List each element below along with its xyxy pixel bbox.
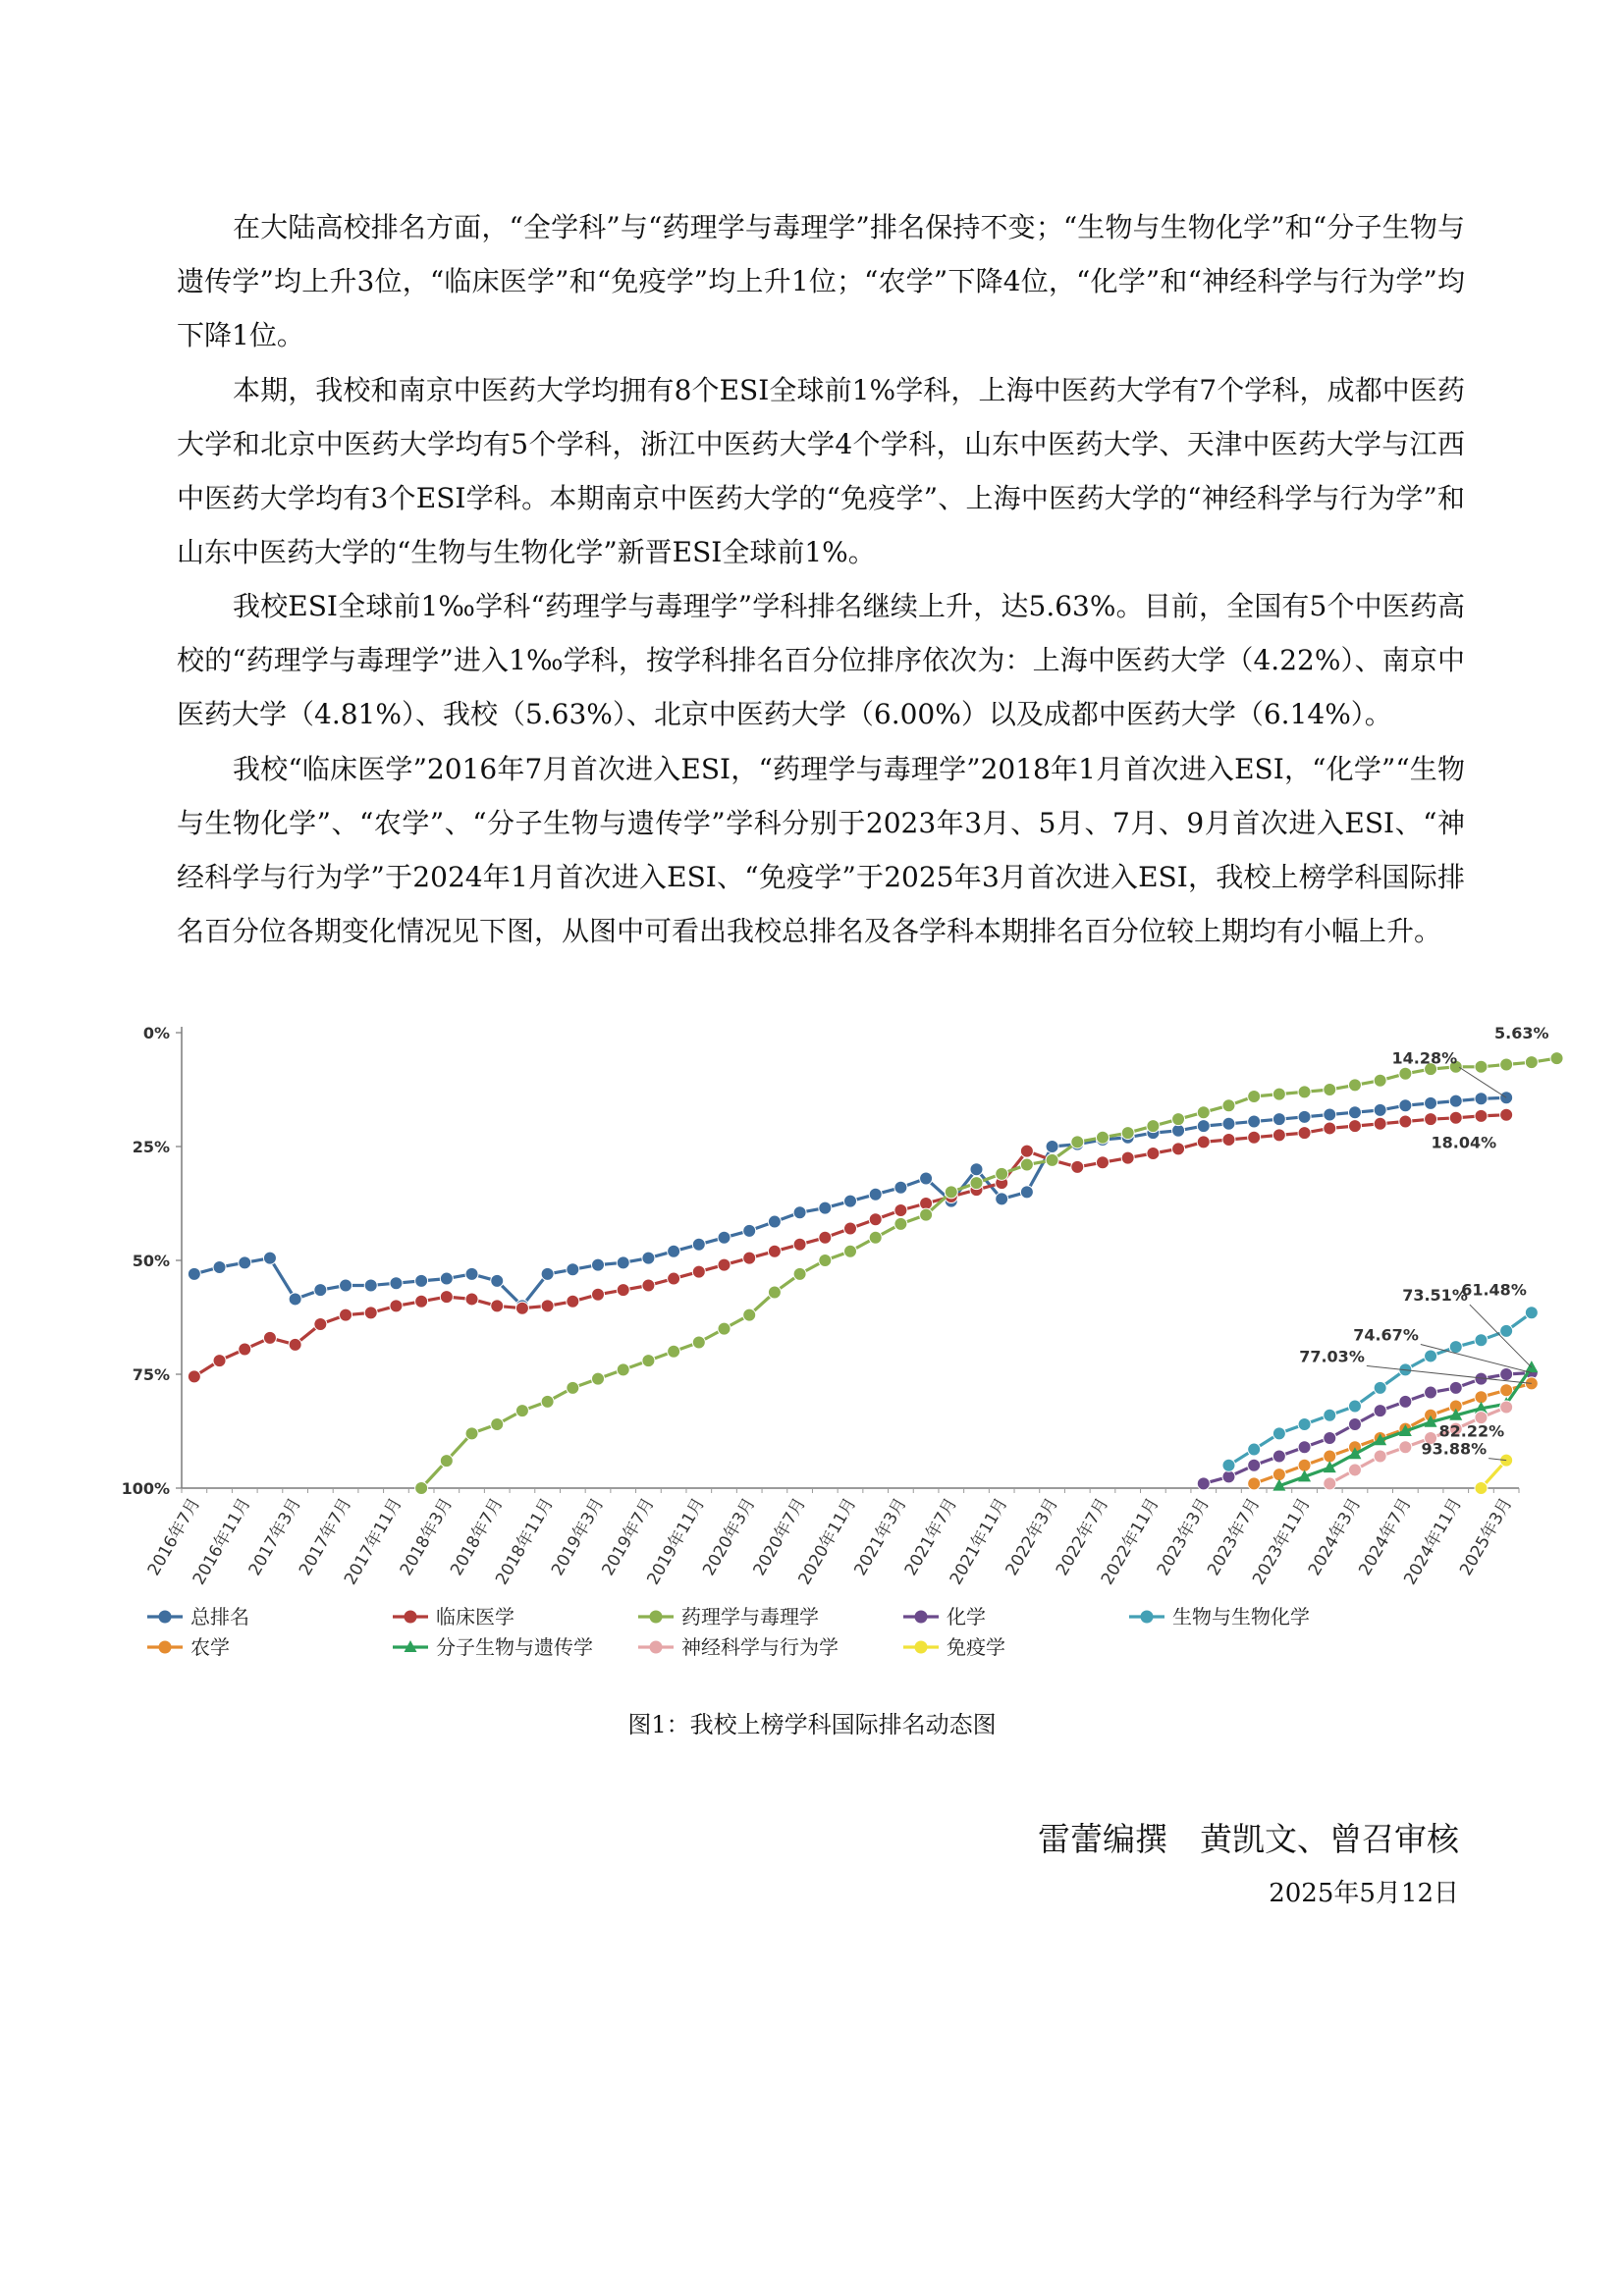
legend-label: 分子生物与遗传学	[436, 1635, 593, 1659]
legend-marker	[650, 1641, 663, 1654]
data-point	[213, 1260, 226, 1273]
data-point	[996, 1167, 1008, 1180]
x-tick-label: 2020年7月	[749, 1494, 810, 1579]
data-point	[592, 1372, 605, 1385]
data-label: 61.48%	[1461, 1280, 1527, 1300]
x-tick-label: 2020年11月	[794, 1494, 861, 1589]
data-point	[491, 1300, 504, 1312]
data-point	[869, 1188, 882, 1201]
ranking-chart	[118, 1006, 1549, 1693]
data-point	[491, 1418, 504, 1431]
data-point	[768, 1286, 781, 1299]
paragraph-esi-count: 本期，我校和南京中医药大学均拥有8个ESI全球前1%学科，上海中医药大学有7个学科，成都中医药大学和北京中医药大学均有5个学科，浙江中医药大学4个学科，山东中医药大学、天津中医药大学与江西中医药大学均有3个ESI学科。本期南京中医药大学的“免疫学”、上海中医药大学的“神经科学与行为学”和山东中医药大学的“生物与生物化学”新晋ESI全球前1%。	[177, 374, 1465, 568]
data-point	[415, 1295, 428, 1308]
data-point	[567, 1381, 579, 1394]
x-tick-label: 2019年3月	[547, 1494, 609, 1579]
data-point	[692, 1336, 705, 1349]
legend-marker	[159, 1611, 172, 1624]
data-point	[1222, 1459, 1235, 1471]
data-point	[239, 1256, 251, 1269]
data-point	[1272, 1450, 1285, 1463]
data-point	[1374, 1117, 1386, 1130]
legend-marker	[405, 1611, 417, 1624]
data-point	[819, 1255, 832, 1267]
x-tick-label: 2025年3月	[1456, 1494, 1517, 1579]
x-tick-label: 2018年11月	[492, 1494, 558, 1589]
data-point	[1172, 1113, 1185, 1126]
paragraph-ranking: 在大陆高校排名方面，“全学科”与“药理学与毒理学”排名保持不变；“生物与生物化学”和“分子生物与遗传学”均上升3位，“临床医学”和“免疫学”均上升1位；“农学”下降4位，“化学”和“神经科学与行为学”均下降1位。	[177, 211, 1465, 351]
data-point	[1197, 1136, 1210, 1148]
data-point	[819, 1201, 832, 1214]
data-point	[1324, 1122, 1336, 1135]
legend-marker	[159, 1641, 172, 1654]
data-point	[1475, 1109, 1488, 1122]
x-tick-label: 2016年7月	[143, 1494, 205, 1579]
data-point	[1449, 1111, 1462, 1124]
data-point	[567, 1263, 579, 1276]
data-point	[1248, 1115, 1261, 1128]
data-point	[718, 1258, 731, 1271]
data-point	[970, 1177, 983, 1190]
data-point	[1248, 1477, 1261, 1490]
data-point	[1197, 1106, 1210, 1119]
data-point	[1272, 1427, 1285, 1440]
data-point	[869, 1213, 882, 1226]
x-tick-label: 2016年11月	[189, 1494, 255, 1589]
data-point	[1324, 1084, 1336, 1096]
data-point	[1475, 1060, 1488, 1073]
data-point	[390, 1300, 403, 1312]
x-tick-label: 2017年11月	[340, 1494, 406, 1589]
data-point	[668, 1245, 680, 1257]
data-point	[1197, 1477, 1210, 1490]
data-point	[1071, 1136, 1084, 1148]
legend-label: 农学	[190, 1635, 230, 1659]
data-point	[642, 1279, 655, 1292]
data-point	[718, 1231, 731, 1244]
data-point	[592, 1258, 605, 1271]
x-tick-label: 2020年3月	[699, 1494, 760, 1579]
data-point	[1348, 1418, 1361, 1431]
data-point	[1348, 1464, 1361, 1476]
data-point	[1298, 1459, 1311, 1471]
x-tick-label: 2022年11月	[1097, 1494, 1164, 1589]
data-point	[894, 1203, 907, 1216]
data-point	[1550, 1052, 1563, 1065]
data-point	[793, 1267, 806, 1280]
data-point	[1096, 1156, 1109, 1169]
data-point	[692, 1265, 705, 1278]
data-point	[440, 1455, 453, 1468]
data-point	[1222, 1134, 1235, 1147]
data-point	[743, 1252, 756, 1264]
data-point	[1298, 1110, 1311, 1123]
data-point	[491, 1274, 504, 1287]
data-point	[1096, 1131, 1109, 1144]
data-point	[768, 1245, 781, 1257]
data-point	[642, 1252, 655, 1264]
data-label: 74.67%	[1353, 1325, 1419, 1345]
data-point	[1121, 1151, 1134, 1164]
date: 2025年5月12日	[1269, 1879, 1459, 1908]
x-tick-label: 2017年3月	[244, 1494, 305, 1579]
data-point	[692, 1238, 705, 1251]
x-tick-label: 2022年3月	[1001, 1494, 1062, 1579]
data-point	[1348, 1106, 1361, 1119]
data-point	[793, 1206, 806, 1219]
data-point	[1298, 1127, 1311, 1140]
data-point	[1475, 1334, 1488, 1347]
data-point	[1298, 1441, 1311, 1454]
data-point	[1500, 1454, 1513, 1467]
data-point	[567, 1295, 579, 1308]
data-point	[920, 1172, 933, 1185]
data-point	[844, 1195, 857, 1207]
data-label: 93.88%	[1421, 1439, 1488, 1459]
x-tick-label: 2017年7月	[296, 1494, 356, 1579]
data-point	[1475, 1482, 1488, 1495]
data-point	[263, 1252, 276, 1264]
data-point	[1248, 1459, 1261, 1471]
data-point	[1348, 1400, 1361, 1413]
legend-marker	[915, 1611, 928, 1624]
data-point	[894, 1181, 907, 1194]
data-point	[617, 1256, 629, 1269]
data-point	[314, 1317, 327, 1330]
data-point	[996, 1193, 1008, 1205]
data-point	[920, 1198, 933, 1210]
data-point	[465, 1267, 478, 1280]
data-point	[1222, 1117, 1235, 1130]
data-point	[869, 1231, 882, 1244]
data-point	[1147, 1147, 1160, 1159]
data-point	[1348, 1079, 1361, 1092]
data-point	[1298, 1418, 1311, 1431]
x-tick-label: 2021年7月	[900, 1494, 962, 1579]
data-label: 14.28%	[1391, 1048, 1458, 1068]
y-tick-label: 0%	[142, 1024, 170, 1042]
data-point	[1500, 1108, 1513, 1121]
data-point	[617, 1363, 629, 1376]
data-point	[1222, 1470, 1235, 1483]
legend-label: 生物与生物化学	[1172, 1605, 1310, 1629]
data-point	[1374, 1405, 1386, 1417]
x-tick-label: 2021年3月	[850, 1494, 911, 1579]
data-point	[1500, 1384, 1513, 1397]
data-point	[515, 1302, 528, 1314]
data-point	[340, 1308, 352, 1321]
legend-label: 临床医学	[436, 1605, 514, 1629]
data-point	[440, 1272, 453, 1285]
data-point	[1425, 1113, 1437, 1126]
data-point	[263, 1331, 276, 1344]
data-point	[1525, 1056, 1538, 1069]
data-point	[541, 1267, 554, 1280]
data-point	[668, 1345, 680, 1358]
data-point	[440, 1291, 453, 1304]
x-tick-label: 2022年7月	[1052, 1494, 1113, 1579]
data-label: 18.04%	[1431, 1133, 1497, 1152]
data-point	[289, 1338, 301, 1351]
data-point	[465, 1427, 478, 1440]
data-point	[1248, 1443, 1261, 1456]
legend-marker	[1141, 1611, 1154, 1624]
data-point	[289, 1293, 301, 1306]
data-point	[1374, 1450, 1386, 1463]
data-point	[188, 1267, 200, 1280]
data-point	[1399, 1067, 1412, 1080]
data-point	[1298, 1086, 1311, 1098]
data-point	[1374, 1103, 1386, 1116]
legend-marker	[650, 1611, 663, 1624]
data-point	[1222, 1099, 1235, 1112]
signature: 雷蕾编撰 黄凯文、曾召审核	[1038, 1820, 1459, 1858]
data-point	[1071, 1160, 1084, 1173]
data-point	[390, 1277, 403, 1290]
data-point	[1449, 1341, 1462, 1354]
data-point	[920, 1208, 933, 1221]
data-point	[1449, 1095, 1462, 1107]
data-point	[1272, 1113, 1285, 1126]
x-tick-label: 2019年7月	[598, 1494, 659, 1579]
x-tick-label: 2023年3月	[1153, 1494, 1215, 1579]
legend-label: 免疫学	[947, 1635, 1005, 1659]
x-tick-label: 2019年11月	[643, 1494, 710, 1589]
x-tick-label: 2023年11月	[1249, 1494, 1315, 1589]
data-point	[213, 1355, 226, 1367]
ranking-chart-svg	[118, 1006, 1549, 1693]
data-point	[314, 1284, 327, 1297]
data-point	[1425, 1350, 1437, 1362]
data-point	[1348, 1120, 1361, 1133]
data-point	[743, 1224, 756, 1237]
x-tick-label: 2021年11月	[946, 1494, 1012, 1589]
data-point	[743, 1308, 756, 1321]
data-point	[364, 1307, 377, 1319]
data-point	[1374, 1074, 1386, 1087]
data-point	[642, 1355, 655, 1367]
legend-label: 药理学与毒理学	[681, 1605, 819, 1629]
data-point	[1248, 1090, 1261, 1102]
data-point	[1500, 1368, 1513, 1381]
data-point	[1500, 1401, 1513, 1414]
legend-label: 总排名	[190, 1605, 249, 1629]
x-tick-label: 2023年7月	[1204, 1494, 1265, 1579]
data-point	[1399, 1441, 1412, 1454]
data-point	[1500, 1058, 1513, 1071]
data-point	[844, 1222, 857, 1235]
data-point	[1272, 1468, 1285, 1481]
data-point	[1248, 1131, 1261, 1144]
data-point	[1020, 1158, 1033, 1171]
data-point	[617, 1284, 629, 1297]
data-point	[541, 1395, 554, 1408]
data-point	[1046, 1153, 1058, 1166]
data-point	[1020, 1145, 1033, 1157]
data-point	[1147, 1120, 1160, 1133]
data-point	[1324, 1409, 1336, 1421]
data-point	[844, 1245, 857, 1257]
data-point	[718, 1322, 731, 1335]
data-label: 77.03%	[1299, 1347, 1365, 1366]
paragraph-pharmacology: 我校ESI全球前1‰学科“药理学与毒理学”学科排名继续上升，达5.63%。目前，全国有5个中医药高校的“药理学与毒理学”进入1‰学科，按学科排名百分位排序依次为：上海中医药大学（4.22%）、南京中医药大学（4.81%）、我校（5.63%）、北京中医药大学（6.00%）以及成都中医药大学（6.14%）。	[177, 590, 1465, 730]
data-point	[1046, 1141, 1058, 1153]
data-point	[1020, 1186, 1033, 1199]
data-point	[1272, 1129, 1285, 1142]
y-tick-label: 100%	[121, 1479, 170, 1498]
data-point	[793, 1238, 806, 1251]
x-tick-label: 2018年7月	[447, 1494, 508, 1579]
data-point	[415, 1482, 428, 1495]
data-point	[1324, 1431, 1336, 1444]
data-label: 82.22%	[1438, 1421, 1505, 1441]
figure-caption: 图1：我校上榜学科国际排名动态图	[627, 1711, 997, 1738]
data-point	[1121, 1127, 1134, 1140]
annotation-leader	[1421, 1344, 1532, 1372]
data-point	[1475, 1093, 1488, 1105]
data-point	[1374, 1381, 1386, 1394]
data-point	[515, 1405, 528, 1417]
data-point	[1449, 1381, 1462, 1394]
data-point	[592, 1288, 605, 1301]
data-point	[364, 1279, 377, 1292]
data-point	[1272, 1088, 1285, 1100]
data-point	[1399, 1395, 1412, 1408]
data-point	[340, 1279, 352, 1292]
x-tick-label: 2024年7月	[1355, 1494, 1416, 1579]
data-point	[1324, 1477, 1336, 1490]
data-point	[668, 1272, 680, 1285]
x-tick-label: 2018年3月	[396, 1494, 458, 1579]
data-point	[1425, 1386, 1437, 1399]
data-point	[970, 1163, 983, 1176]
data-point	[894, 1217, 907, 1230]
data-point	[1197, 1120, 1210, 1133]
x-tick-label: 2024年3月	[1304, 1494, 1366, 1579]
legend-label: 化学	[947, 1605, 986, 1629]
data-point	[1324, 1450, 1336, 1463]
data-point	[541, 1300, 554, 1312]
data-label: 5.63%	[1494, 1024, 1549, 1043]
data-point	[1172, 1143, 1185, 1155]
data-point	[945, 1186, 957, 1199]
legend-label: 神经科学与行为学	[681, 1635, 839, 1659]
data-point	[768, 1215, 781, 1228]
data-point	[1172, 1124, 1185, 1137]
y-tick-label: 50%	[132, 1252, 170, 1270]
x-tick-label: 2024年11月	[1400, 1494, 1467, 1589]
data-point	[1475, 1391, 1488, 1404]
data-point	[1324, 1108, 1336, 1121]
y-tick-label: 25%	[132, 1138, 170, 1156]
data-point	[1500, 1324, 1513, 1337]
data-point	[1399, 1099, 1412, 1112]
data-point	[415, 1274, 428, 1287]
data-point	[1425, 1096, 1437, 1109]
data-point	[465, 1293, 478, 1306]
data-point	[819, 1231, 832, 1244]
data-point	[188, 1370, 200, 1383]
paragraph-history: 我校“临床医学”2016年7月首次进入ESI，“药理学与毒理学”2018年1月首次进入ESI，“化学”“生物与生物化学”、“农学”、“分子生物与遗传学”学科分别于2023年3月、5月、7月、9月首次进入ESI、“神经科学与行为学”于2024年1月首次进入ESI、“免疫学”于2025年3月首次进入ESI，我校上榜学科国际排名百分位各期变化情况见下图，从图中可看出我校总排名及各学科本期排名百分位较上期均有小幅上升。	[177, 753, 1465, 947]
data-point	[1399, 1115, 1412, 1128]
y-tick-label: 75%	[132, 1365, 170, 1384]
data-label: 73.51%	[1402, 1286, 1468, 1306]
legend-marker	[915, 1641, 928, 1654]
data-point	[1525, 1307, 1538, 1319]
data-point	[239, 1343, 251, 1356]
